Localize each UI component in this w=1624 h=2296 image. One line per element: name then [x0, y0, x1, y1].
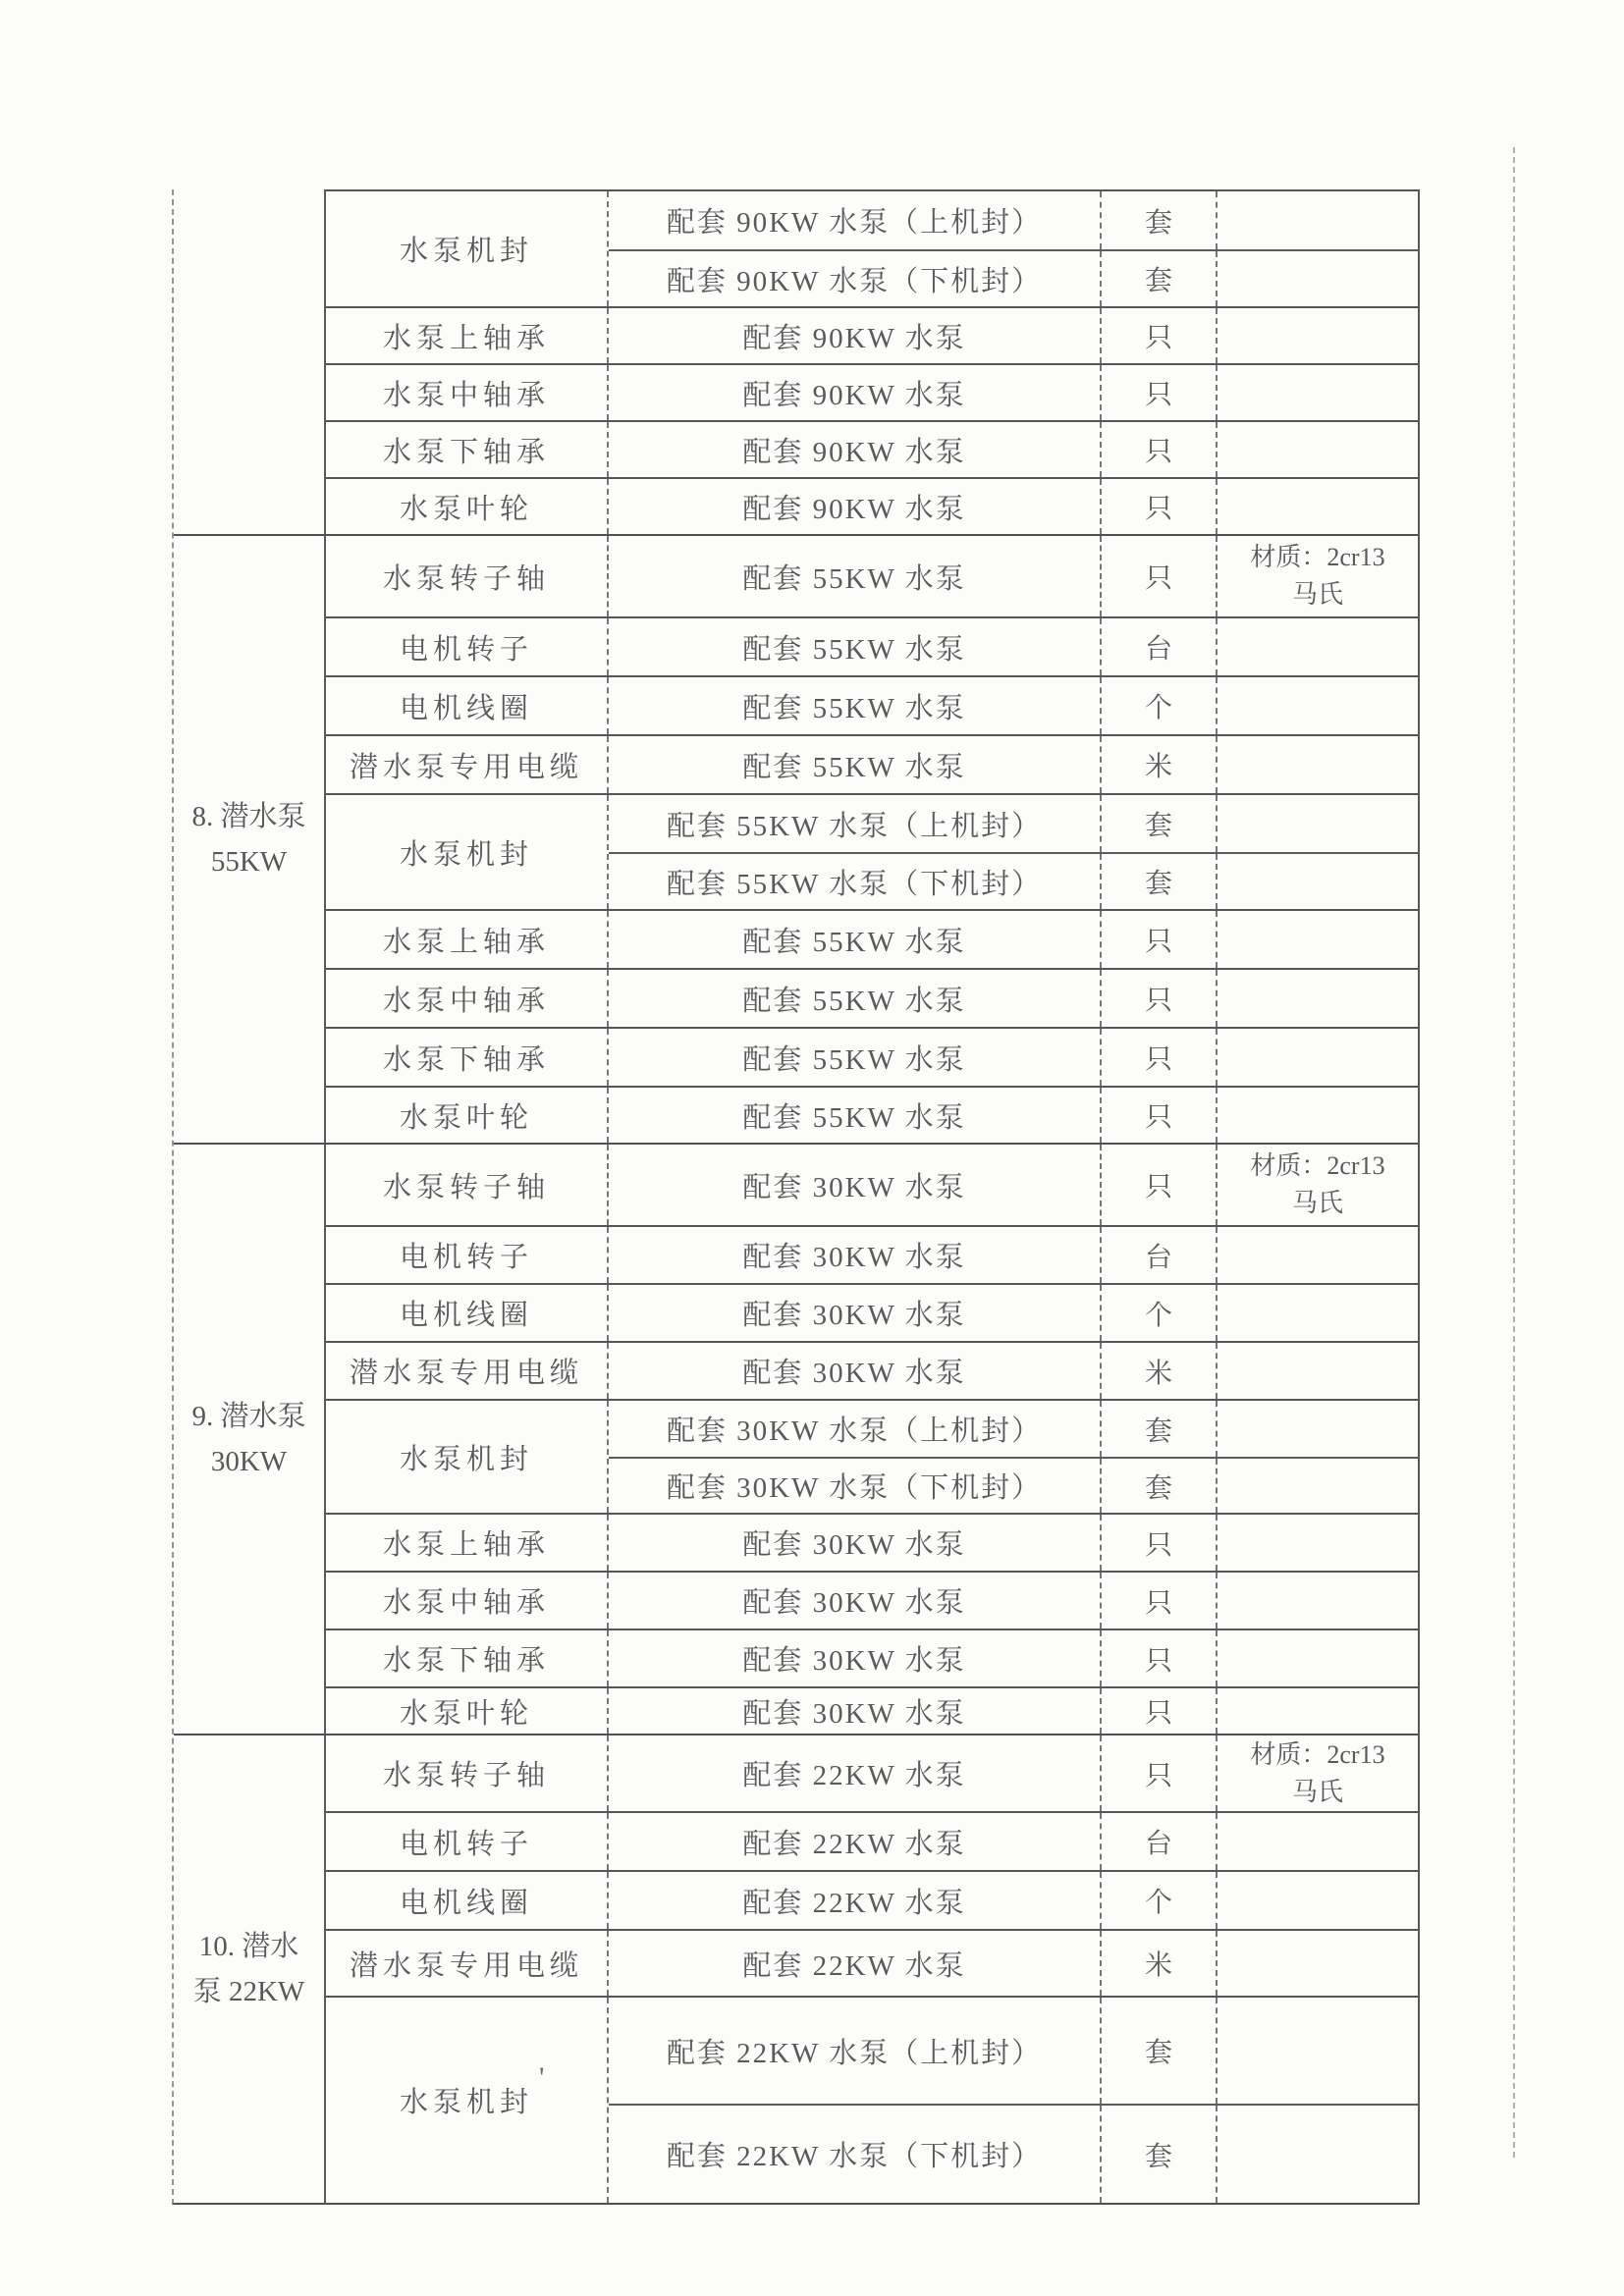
spec-row — [609, 1285, 1418, 1341]
note-cell — [1218, 736, 1418, 793]
unit-cell: 只 — [1102, 1088, 1218, 1143]
unit-cell: 只 — [1102, 422, 1218, 477]
part-name-cell — [326, 422, 609, 477]
part-name-cell — [326, 677, 609, 734]
note-cell — [1218, 1227, 1418, 1283]
spec-row — [609, 795, 1418, 852]
unit-cell: 台 — [1102, 1227, 1218, 1283]
part-row — [326, 1996, 1418, 2203]
spec-row — [609, 1813, 1418, 1870]
group-body — [326, 536, 1418, 1143]
spec-row — [609, 1088, 1418, 1143]
note-cell — [1218, 536, 1418, 616]
part-body — [609, 1931, 1418, 1996]
part-name: 水泵机封 — [399, 236, 533, 267]
spec-desc-cell: 配套 30KW 水泵 — [609, 1688, 1102, 1734]
note-line: 马氏 — [1291, 1777, 1343, 1806]
spec-row — [609, 1343, 1418, 1399]
part-name-cell — [326, 911, 609, 968]
spec-desc-cell: 配套 90KW 水泵 — [609, 422, 1102, 477]
part-row — [326, 477, 1418, 534]
spec-row — [609, 1401, 1418, 1457]
spec-desc-cell: 配套 90KW 水泵（上机封） — [609, 191, 1102, 249]
unit-cell: 只 — [1102, 970, 1218, 1027]
part-name-cell — [326, 1227, 609, 1283]
pump-group-section — [174, 534, 1418, 1143]
part-name: 水泵中轴承 — [382, 985, 550, 1017]
spec-desc-cell: 配套 55KW 水泵 — [609, 1088, 1102, 1143]
spec-desc-cell: 配套 55KW 水泵 — [609, 736, 1102, 793]
unit-cell: 只 — [1102, 308, 1218, 363]
group-label-cell — [174, 1145, 326, 1734]
part-name-cell — [326, 1029, 609, 1086]
part-name-cell — [326, 970, 609, 1027]
unit-cell: 只 — [1102, 1573, 1218, 1629]
part-body — [609, 1145, 1418, 1225]
group-label-line: 9. 潜水泵 — [191, 1401, 306, 1432]
unit-cell: 只 — [1102, 1630, 1218, 1686]
part-row — [326, 1735, 1418, 1811]
spec-row — [609, 852, 1418, 909]
spec-desc-cell: 配套 55KW 水泵 — [609, 1029, 1102, 1086]
note-cell — [1218, 1088, 1418, 1143]
part-name: 水泵下轴承 — [382, 1043, 550, 1076]
unit-cell: 套 — [1102, 251, 1218, 306]
unit-cell: 套 — [1102, 2106, 1218, 2203]
spec-desc-cell: 配套 90KW 水泵 — [609, 365, 1102, 420]
group-body — [326, 189, 1418, 534]
unit-cell: 只 — [1102, 1515, 1218, 1571]
note-cell — [1218, 1688, 1418, 1734]
part-row — [326, 734, 1418, 793]
unit-cell: 个 — [1102, 1872, 1218, 1929]
part-row — [326, 536, 1418, 616]
note-cell — [1218, 1998, 1418, 2104]
parts-table — [172, 189, 1420, 2205]
part-row — [326, 1341, 1418, 1399]
note-cell — [1218, 1931, 1418, 1996]
note-line: 材质：2cr13 — [1250, 1739, 1385, 1769]
part-name: 电机线圈 — [399, 692, 533, 724]
part-body — [609, 677, 1418, 734]
right-margin-line — [1513, 147, 1515, 2158]
spec-row — [609, 1227, 1418, 1283]
part-name-cell — [326, 479, 609, 534]
part-name: 水泵下轴承 — [382, 1645, 550, 1677]
part-body — [609, 1029, 1418, 1086]
unit-cell: 米 — [1102, 736, 1218, 793]
part-body — [609, 970, 1418, 1027]
spec-row — [609, 1573, 1418, 1629]
part-name-cell — [326, 308, 609, 363]
unit-cell: 套 — [1102, 1998, 1218, 2104]
spec-desc-cell: 配套 30KW 水泵（下机封） — [609, 1459, 1102, 1513]
note-cell — [1218, 1813, 1418, 1870]
unit-cell: 米 — [1102, 1931, 1218, 1996]
part-body — [609, 1735, 1418, 1811]
unit-cell: 个 — [1102, 677, 1218, 734]
spec-row — [609, 1735, 1418, 1811]
part-row — [326, 306, 1418, 363]
stray-ink-mark: ' — [539, 2061, 545, 2094]
part-name-cell — [326, 1343, 609, 1399]
part-body — [609, 736, 1418, 793]
note-cell — [1218, 1459, 1418, 1513]
part-row — [326, 1027, 1418, 1086]
spec-row — [609, 536, 1418, 616]
part-row — [326, 1283, 1418, 1341]
group-body — [326, 1735, 1418, 2203]
part-body — [609, 1573, 1418, 1629]
spec-row — [609, 970, 1418, 1027]
spec-row — [609, 1931, 1418, 1996]
spec-row — [609, 191, 1418, 249]
spec-row — [609, 1029, 1418, 1086]
group-body — [326, 1145, 1418, 1734]
note-cell — [1218, 795, 1418, 852]
note-cell — [1218, 422, 1418, 477]
part-name-cell — [326, 365, 609, 420]
part-row — [326, 968, 1418, 1027]
part-row — [326, 1686, 1418, 1734]
spec-desc-cell: 配套 22KW 水泵（上机封） — [609, 1998, 1102, 2104]
spec-row — [609, 618, 1418, 675]
part-row — [326, 420, 1418, 477]
part-name-cell — [326, 736, 609, 793]
part-body — [609, 618, 1418, 675]
part-name-cell — [326, 1285, 609, 1341]
part-row — [326, 616, 1418, 675]
part-body — [609, 422, 1418, 477]
spec-desc-cell: 配套 30KW 水泵 — [609, 1145, 1102, 1225]
note-cell — [1218, 251, 1418, 306]
note-cell — [1218, 1515, 1418, 1571]
group-label-cell — [174, 536, 326, 1143]
note-cell — [1218, 618, 1418, 675]
part-body — [609, 911, 1418, 968]
spec-desc-cell: 配套 90KW 水泵 — [609, 308, 1102, 363]
spec-desc-cell: 配套 30KW 水泵 — [609, 1227, 1102, 1283]
unit-cell: 套 — [1102, 795, 1218, 852]
part-body — [609, 1088, 1418, 1143]
part-name: 电机转子 — [399, 1828, 533, 1860]
note-cell — [1218, 1285, 1418, 1341]
part-name: 水泵叶轮 — [399, 1101, 533, 1134]
part-name: 水泵机封 — [399, 1443, 533, 1475]
part-name: 电机线圈 — [399, 1300, 533, 1331]
part-name: 电机转子 — [399, 1242, 533, 1273]
part-body — [609, 308, 1418, 363]
spec-desc-cell: 配套 55KW 水泵（上机封） — [609, 795, 1102, 852]
part-row — [326, 1929, 1418, 1996]
spec-desc-cell: 配套 55KW 水泵 — [609, 677, 1102, 734]
spec-desc-cell: 配套 30KW 水泵 — [609, 1285, 1102, 1341]
spec-row — [609, 365, 1418, 420]
note-cell — [1218, 365, 1418, 420]
part-name-cell — [326, 1088, 609, 1143]
part-name: 水泵转子轴 — [382, 1760, 550, 1791]
unit-cell: 套 — [1102, 1459, 1218, 1513]
note-cell — [1218, 911, 1418, 968]
part-name: 水泵叶轮 — [399, 1697, 533, 1730]
part-name-cell — [326, 1630, 609, 1686]
note-cell — [1218, 1029, 1418, 1086]
note-cell — [1218, 1630, 1418, 1686]
part-body — [609, 1998, 1418, 2203]
part-row — [326, 1811, 1418, 1870]
note-cell — [1218, 854, 1418, 909]
part-name-cell — [326, 1401, 609, 1513]
part-body — [609, 191, 1418, 306]
part-body — [609, 1688, 1418, 1734]
note-cell — [1218, 1735, 1418, 1811]
part-name-cell — [326, 1688, 609, 1734]
note-cell — [1218, 1872, 1418, 1929]
note-line: 材质：2cr13 — [1250, 1151, 1385, 1180]
part-body — [609, 1630, 1418, 1686]
spec-row — [609, 911, 1418, 968]
note-line: 马氏 — [1291, 1189, 1343, 1217]
group-label-line: 8. 潜水泵 — [191, 801, 306, 832]
part-name: 水泵中轴承 — [382, 1587, 550, 1619]
group-label-cell — [174, 1735, 326, 2203]
unit-cell: 只 — [1102, 1145, 1218, 1225]
part-name-cell — [326, 618, 609, 675]
part-name: 电机转子 — [399, 633, 533, 666]
spec-desc-cell: 配套 55KW 水泵 — [609, 536, 1102, 616]
part-name-cell — [326, 1515, 609, 1571]
part-body — [609, 1401, 1418, 1513]
part-name-cell — [326, 1735, 609, 1811]
part-name: 电机线圈 — [399, 1887, 533, 1919]
note-cell — [1218, 970, 1418, 1027]
part-name-cell — [326, 1573, 609, 1629]
part-row — [326, 1870, 1418, 1929]
spec-row — [609, 2104, 1418, 2203]
part-row — [326, 1571, 1418, 1629]
unit-cell: 只 — [1102, 479, 1218, 534]
part-row — [326, 909, 1418, 968]
spec-row — [609, 1145, 1418, 1225]
part-row — [326, 675, 1418, 734]
part-name-cell — [326, 191, 609, 306]
unit-cell: 套 — [1102, 1401, 1218, 1457]
part-row — [326, 793, 1418, 909]
note-cell — [1218, 2106, 1418, 2203]
part-body — [609, 1872, 1418, 1929]
part-body — [609, 1227, 1418, 1283]
note-line: 马氏 — [1291, 580, 1343, 609]
spec-desc-cell: 配套 55KW 水泵 — [609, 618, 1102, 675]
note-line: 材质：2cr13 — [1250, 543, 1385, 571]
spec-desc-cell: 配套 22KW 水泵 — [609, 1813, 1102, 1870]
part-body — [609, 1285, 1418, 1341]
note-cell — [1218, 308, 1418, 363]
spec-desc-cell: 配套 30KW 水泵（上机封） — [609, 1401, 1102, 1457]
part-name: 潜水泵专用电缆 — [349, 1949, 583, 1982]
spec-row — [609, 1457, 1418, 1513]
note-cell — [1218, 479, 1418, 534]
part-body — [609, 479, 1418, 534]
spec-row — [609, 479, 1418, 534]
part-name: 水泵下轴承 — [382, 436, 550, 468]
pump-group-section — [174, 1734, 1418, 2203]
part-body — [609, 365, 1418, 420]
note-cell — [1218, 1573, 1418, 1629]
spec-desc-cell: 配套 22KW 水泵 — [609, 1872, 1102, 1929]
part-name: 水泵上轴承 — [382, 322, 550, 354]
unit-cell: 只 — [1102, 365, 1218, 420]
spec-desc-cell: 配套 90KW 水泵（下机封） — [609, 251, 1102, 306]
note-cell — [1218, 1145, 1418, 1225]
spec-row — [609, 308, 1418, 363]
spec-desc-cell: 配套 55KW 水泵 — [609, 970, 1102, 1027]
group-label-line: 30KW — [210, 1446, 288, 1477]
part-name-cell — [326, 1145, 609, 1225]
spec-row — [609, 422, 1418, 477]
part-name-cell — [326, 1872, 609, 1929]
part-row — [326, 191, 1418, 306]
spec-row — [609, 1688, 1418, 1734]
part-name: 水泵叶轮 — [399, 493, 533, 525]
spec-desc-cell: 配套 22KW 水泵（下机封） — [609, 2106, 1102, 2203]
spec-desc-cell: 配套 30KW 水泵 — [609, 1515, 1102, 1571]
part-name-cell — [326, 1931, 609, 1996]
unit-cell: 只 — [1102, 1029, 1218, 1086]
unit-cell: 台 — [1102, 1813, 1218, 1870]
part-row — [326, 1513, 1418, 1571]
part-name: 水泵机封 — [399, 838, 533, 871]
part-row — [326, 1086, 1418, 1143]
unit-cell: 套 — [1102, 191, 1218, 249]
spec-desc-cell: 配套 30KW 水泵 — [609, 1343, 1102, 1399]
part-name-cell — [326, 1813, 609, 1870]
unit-cell: 只 — [1102, 1688, 1218, 1734]
part-name: 水泵机封 — [399, 2087, 533, 2118]
part-row — [326, 1225, 1418, 1283]
spec-desc-cell: 配套 30KW 水泵 — [609, 1630, 1102, 1686]
part-name-cell — [326, 536, 609, 616]
group-label-line: 55KW — [210, 846, 288, 878]
spec-desc-cell: 配套 30KW 水泵 — [609, 1573, 1102, 1629]
part-row — [326, 363, 1418, 420]
part-row — [326, 1629, 1418, 1686]
note-cell — [1218, 191, 1418, 249]
spec-desc-cell: 配套 22KW 水泵 — [609, 1931, 1102, 1996]
note-cell — [1218, 677, 1418, 734]
part-name-cell — [326, 795, 609, 909]
pump-group-section — [174, 189, 1418, 534]
note-cell — [1218, 1343, 1418, 1399]
part-body — [609, 536, 1418, 616]
spec-row — [609, 736, 1418, 793]
part-name: 潜水泵专用电缆 — [349, 1358, 583, 1389]
spec-row — [609, 1515, 1418, 1571]
part-body — [609, 1343, 1418, 1399]
spec-row — [609, 249, 1418, 306]
spec-row — [609, 1998, 1418, 2104]
group-label-line: 10. 潜水 — [198, 1931, 299, 1962]
part-row — [326, 1399, 1418, 1513]
pump-group-section — [174, 1143, 1418, 1734]
unit-cell: 只 — [1102, 1735, 1218, 1811]
spec-desc-cell: 配套 90KW 水泵 — [609, 479, 1102, 534]
part-name-cell — [326, 1998, 609, 2203]
part-name: 水泵上轴承 — [382, 1529, 550, 1561]
spec-desc-cell: 配套 55KW 水泵 — [609, 911, 1102, 968]
part-row — [326, 1145, 1418, 1225]
unit-cell: 米 — [1102, 1343, 1218, 1399]
spec-row — [609, 1630, 1418, 1686]
spec-row — [609, 1872, 1418, 1929]
note-cell — [1218, 1401, 1418, 1457]
part-body — [609, 1813, 1418, 1870]
part-name: 水泵上轴承 — [382, 926, 550, 958]
unit-cell: 只 — [1102, 911, 1218, 968]
part-name: 水泵转子轴 — [382, 562, 550, 595]
group-label-cell — [174, 189, 326, 534]
part-name: 潜水泵专用电缆 — [349, 751, 583, 783]
unit-cell: 台 — [1102, 618, 1218, 675]
unit-cell: 只 — [1102, 536, 1218, 616]
part-name: 水泵中轴承 — [382, 379, 550, 411]
unit-cell: 套 — [1102, 854, 1218, 909]
spec-desc-cell: 配套 22KW 水泵 — [609, 1735, 1102, 1811]
spec-row — [609, 677, 1418, 734]
part-body — [609, 795, 1418, 909]
group-label-line: 泵 22KW — [192, 1976, 305, 2007]
part-body — [609, 1515, 1418, 1571]
unit-cell: 个 — [1102, 1285, 1218, 1341]
part-name: 水泵转子轴 — [382, 1171, 550, 1203]
spec-desc-cell: 配套 55KW 水泵（下机封） — [609, 854, 1102, 909]
